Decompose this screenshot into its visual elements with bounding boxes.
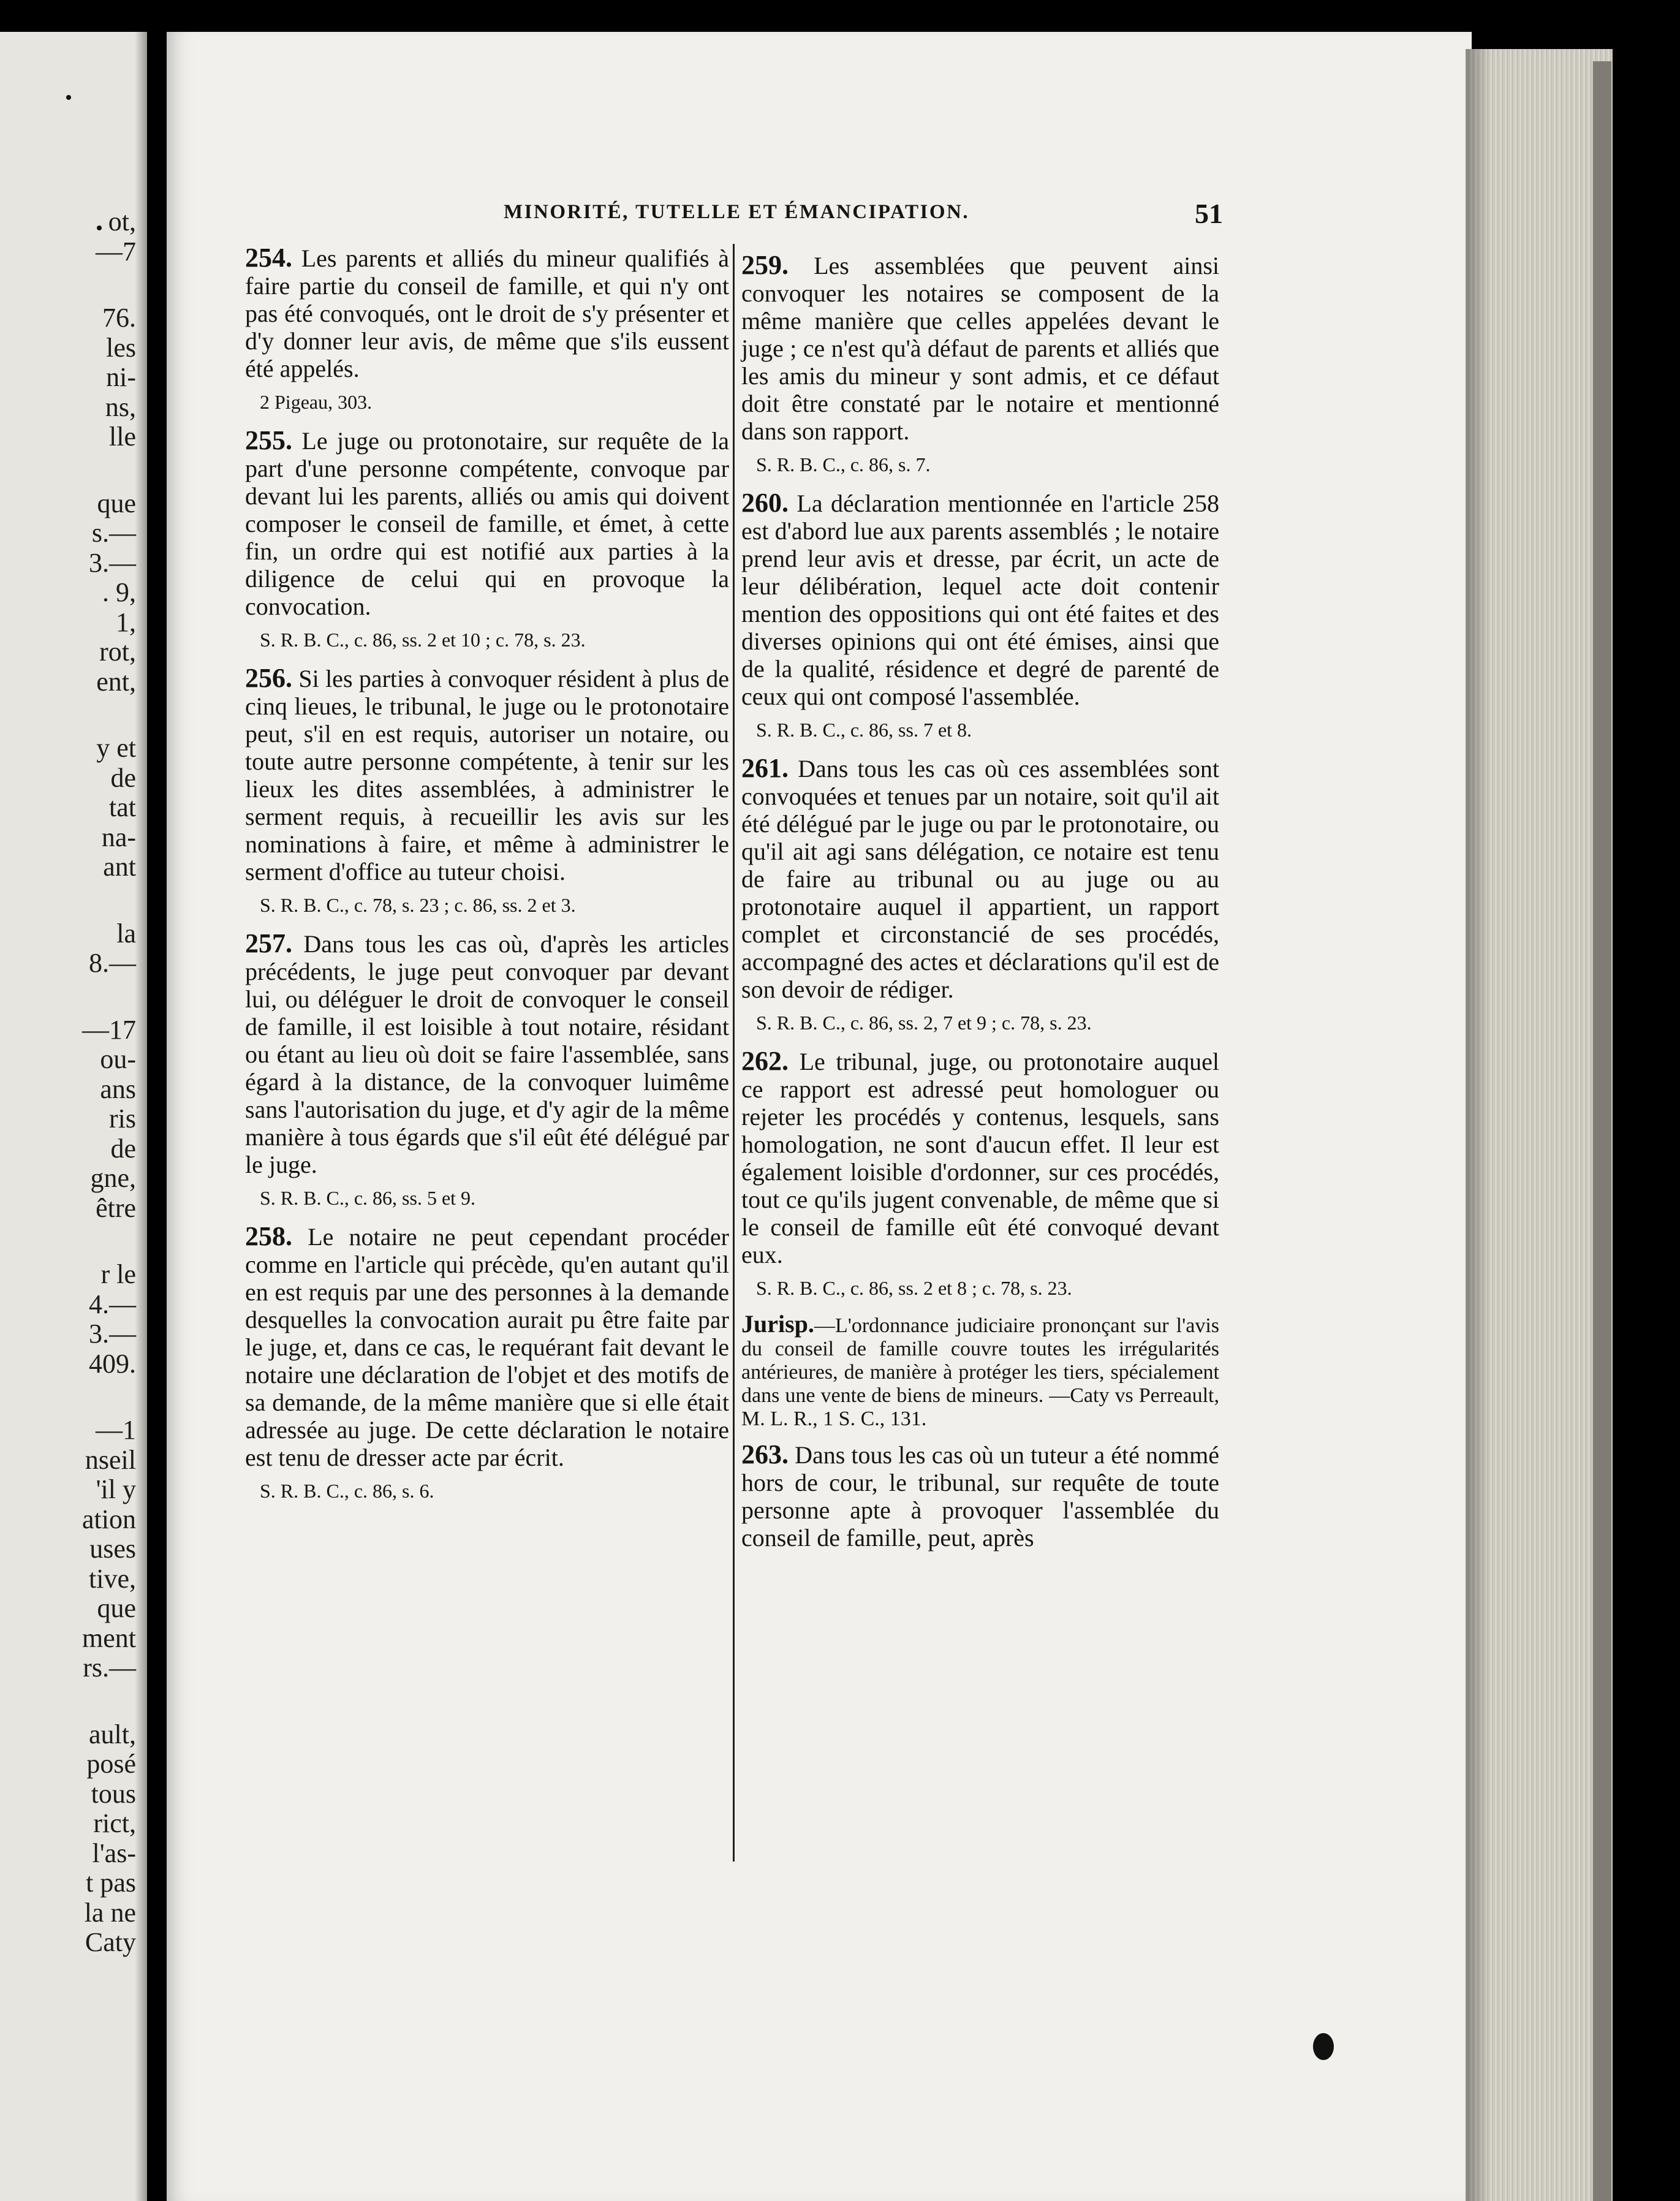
facing-page-fragment-line: de (110, 1133, 136, 1164)
facing-page-fragment-line: ment (82, 1623, 136, 1653)
article-261 (741, 754, 1219, 1003)
facing-page-fragment-line: rot, (99, 637, 136, 667)
article-citation: S. R. B. C., c. 86, ss. 2, 7 et 9 ; c. 78, s. 23. (756, 1012, 1092, 1034)
facing-page-fragment-line: ault, (89, 1719, 136, 1749)
article-254 (245, 244, 729, 382)
article-citation: S. R. B. C., c. 86, ss. 2 et 10 ; c. 78, s. 23. (260, 629, 586, 651)
article-263 (741, 1441, 1219, 1551)
facing-page-fragment-line: être (96, 1192, 136, 1223)
article-256 (245, 664, 729, 885)
jurisprudence-text: —L'ordonnance judiciaire prononçant sur l'avis du conseil de famille couvre toutes les irrégularités antérieures, de manière à protéger les tiers, spécialement dans une vente de biens de mineurs. —Caty vs Perreault, M. L. R., 1 S. C., 131. (741, 1314, 1219, 1430)
facing-page-fragment-line: de (110, 762, 136, 793)
article-257 (245, 930, 729, 1178)
facing-page-fragment-line: ris (109, 1104, 136, 1134)
facing-page-fragment-line: la ne (84, 1897, 136, 1928)
page-number: 51 (1195, 198, 1223, 229)
ink-speck (97, 225, 102, 230)
facing-page-fragment-line: que (97, 488, 136, 518)
facing-page-fragment-line: 409. (89, 1348, 136, 1379)
facing-page-fragment-line: r le (100, 1259, 136, 1289)
facing-page-fragment-line: ns, (105, 392, 136, 422)
article-number: 256. (245, 663, 292, 693)
article-citation: S. R. B. C., c. 86, s. 6. (260, 1480, 434, 1502)
article-number: 260. (741, 488, 789, 518)
facing-page-fragment-line: t pas (86, 1868, 136, 1898)
article-citation: S. R. B. C., c. 78, s. 23 ; c. 86, ss. 2 et 3. (260, 894, 576, 916)
facing-page-fragment-line: tive, (89, 1563, 136, 1594)
article-number: 261. (741, 753, 789, 783)
facing-page-fragment-line: Caty (85, 1927, 136, 1957)
facing-page-fragment-line: uses (89, 1534, 136, 1564)
facing-page-fragment-line: y et (96, 733, 136, 763)
article-number: 262. (741, 1046, 789, 1076)
article-number: 263. (741, 1439, 789, 1469)
book-back-cover (1593, 61, 1611, 2201)
facing-page-fragment-line: que (97, 1593, 136, 1623)
ink-speck (1313, 2033, 1334, 2060)
running-head: MINORITÉ, TUTELLE ET ÉMANCIPATION. (504, 201, 970, 223)
facing-page-fragment-line: —7 (96, 236, 136, 267)
article-number: 254. (245, 243, 292, 273)
facing-page-fragment-line: ans (100, 1074, 136, 1104)
facing-page-fragment-line: 3.— (89, 547, 136, 578)
facing-page-fragment-line: ation (82, 1504, 136, 1534)
facing-page-fragment-line: 4.— (89, 1289, 136, 1319)
article-text: Les assemblées que peuvent ainsi convoquer les notaires se composent de la même manière que celles appelées devant le juge ; ce n'est qu'à défaut de parents et alliés que les amis du mineur y sont admis, et ce défaut doit être constaté par le notaire et mentionné dans son rapport. (741, 252, 1219, 445)
article-text: Dans tous les cas où ces assemblées sont convoquées et tenues par un notaire, soit qu'il ait été délégué par le juge ou par le protonotaire, ou qu'il ait agi sans délégation, ce notaire est tenu de faire au tribunal ou au juge ou au protonotaire auquel il appartient, un rapport complet et circonstancié de ses procédés, accompagné des actes et déclarations qu'il est de son devoir de rédiger. (741, 755, 1220, 1003)
article-citation: S. R. B. C., c. 86, ss. 2 et 8 ; c. 78, s. 23. (756, 1277, 1072, 1299)
facing-page-fragment-line: rs.— (83, 1653, 136, 1683)
jurisprudence-note (741, 1310, 1219, 1431)
article-260 (741, 489, 1219, 710)
facing-page-fragment-line: na- (101, 822, 136, 852)
left-column (245, 244, 729, 1515)
facing-page-fragment-line: . 9, (102, 577, 136, 607)
facing-page-fragment-line: ent, (96, 666, 136, 697)
facing-page-fragment-line: lle (109, 422, 136, 452)
article-citation: S. R. B. C., c. 86, ss. 5 et 9. (260, 1187, 476, 1209)
facing-page-fragment-line: l'as- (92, 1838, 136, 1868)
article-number: 257. (245, 928, 292, 958)
facing-page-fragment-line: 8.— (89, 948, 136, 978)
article-number: 255. (245, 425, 292, 455)
facing-page-fragment-line: tat (109, 792, 136, 822)
article-text: La déclaration mentionnée en l'article 258 est d'abord lue aux parents assemblés ; le notaire prend leur avis et dresse, par écrit, un acte de leur délibération, lequel acte doit contenir mention des oppositions qui ont été faites et des diverses opinions qui ont été émises, ainsi que de la qualité, résidence et degré de parenté de ceux qui ont composé l'assemblée. (741, 490, 1219, 710)
facing-page-fragment-line: la (116, 918, 136, 949)
facing-page-fragment-line: s.— (91, 518, 136, 548)
article-number: 259. (741, 250, 789, 280)
article-text: Le notaire ne peut cependant procéder comme en l'article qui précède, qu'en autant qu'il en est requis par une des personnes à la demande desquelles la convocation aurait pu être faite par le juge, et, dans ce cas, le requérant fait devant le notaire une déclaration de l'objet et des motifs de sa demande, de la même manière que si elle était adressée au juge. De cette déclaration le notaire est tenu de dresser acte par écrit. (245, 1223, 729, 1471)
jurisprudence-label: Jurisp. (741, 1310, 814, 1338)
article-text: Les parents et alliés du mineur qualifiés à faire partie du conseil de famille, et qui n'y ont pas été convoqués, ont le droit de s'y présenter et d'y donner leur avis, de même que s'ils eussent été appelés. (245, 244, 729, 382)
facing-page-fragment-line: 1, (116, 607, 136, 637)
facing-page-fragment-line: ou- (100, 1044, 136, 1074)
facing-page-fragment-line: ni- (106, 362, 136, 392)
facing-page-fragment-line: —17 (82, 1014, 136, 1045)
facing-page-fragment-line: 76. (102, 303, 136, 333)
facing-page-fragment-line: 3.— (89, 1319, 136, 1349)
facing-page-fragment-line: ant (103, 852, 136, 882)
article-text: Le juge ou protonotaire, sur requête de la part d'une personne compétente, convoque par devant lui les parents, alliés ou amis qui doivent composer le conseil de famille, et émet, à cette fin, un ordre qui est notifié aux parties à la diligence de celui qui en provoque la convocation. (245, 427, 729, 620)
article-258 (245, 1222, 729, 1471)
facing-page-fragment (0, 32, 147, 2201)
page-block-shadow (1466, 49, 1490, 2201)
facing-page-fragment-line: —1 (96, 1415, 136, 1445)
article-text: Si les parties à convoquer résident à plus de cinq lieues, le tribunal, le juge ou le protonotaire peut, s'il en est requis, autoriser un notaire, ou toute autre personne compétente, à tenir sur les lieux les dites assemblées, à administrer le serment requis, à recueillir les avis sur les nominations à faire, et même à administrer le serment d'office au tuteur choisi. (245, 665, 729, 885)
article-text: Dans tous les cas où, d'après les articles précédents, le juge peut convoquer par devant lui, ou déléguer le droit de convoquer le conseil de famille, il est loisible à tout notaire, résidant ou étant au lieu où doit se faire l'assemblée, sans égard à la distance, de la convoquer luimême sans l'autorisation du juge, et d'y agir de la même manière à tous égards que s'il eût été délégué par le juge. (245, 930, 730, 1178)
ink-speck (66, 95, 71, 100)
article-citation: S. R. B. C., c. 86, s. 7. (756, 453, 931, 475)
article-255 (245, 426, 729, 620)
article-number: 258. (245, 1221, 292, 1251)
article-citation: 2 Pigeau, 303. (260, 391, 373, 413)
facing-page-fragment-line: tous (91, 1778, 136, 1809)
facing-page-fragment-line: gne, (90, 1163, 136, 1193)
article-text: Le tribunal, juge, ou protonotaire auquel ce rapport est adressé peut homologuer ou rejeter les procédés y contenus, lesquels, sans homologation, ne sont d'aucun effet. Il leur est également loisible d'ordonner, sur ces procédés, tout ce qu'ils jugent convenable, de même que si le conseil de famille eût été convoqué devant eux. (741, 1048, 1220, 1268)
facing-page-edge-shadow (135, 32, 147, 2201)
facing-page-fragment-line: les (106, 332, 136, 363)
facing-page-fragment-line: 'il y (96, 1474, 136, 1504)
facing-page-fragment-line: rict, (93, 1808, 136, 1838)
facing-page-fragment-line: ot, (108, 206, 136, 237)
article-text: Dans tous les cas où un tuteur a été nommé hors de cour, le tribunal, sur requête de toute personne apte à provoquer l'assemblée du conseil de famille, peut, après (741, 1441, 1219, 1551)
article-262 (741, 1047, 1219, 1268)
column-rule (733, 244, 735, 1862)
article-259 (741, 251, 1219, 445)
article-citation: S. R. B. C., c. 86, ss. 7 et 8. (756, 719, 972, 741)
facing-page-fragment-line: nseil (85, 1444, 136, 1475)
right-column (741, 251, 1219, 1559)
facing-page-fragment-line: posé (86, 1749, 136, 1779)
